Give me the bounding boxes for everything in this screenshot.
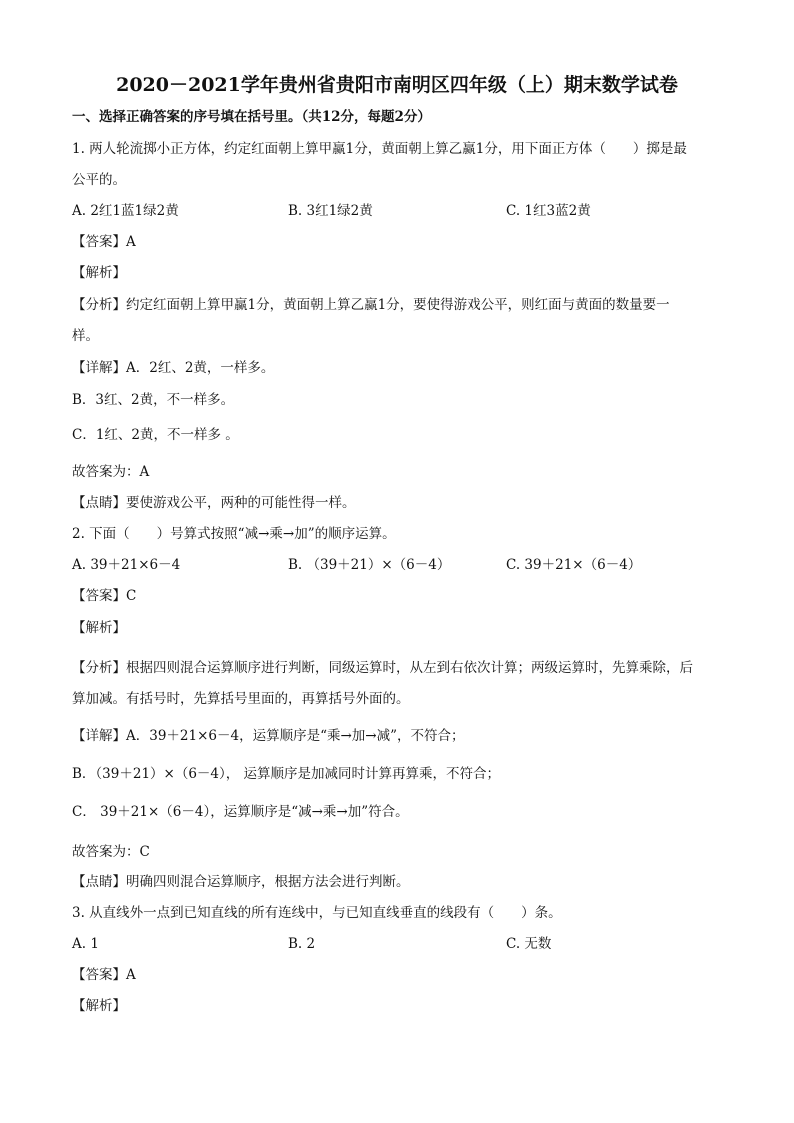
q2-line-b: B．（39＋21）×（6－4）， 运算顺序是加减同时计算再算乘，不符合；: [72, 766, 501, 782]
q1-stem-line2: 公平的。: [72, 172, 126, 188]
q1-answer: 【答案】A: [72, 234, 136, 250]
q2-option-c: C. 39＋21×（6－4）: [506, 557, 642, 573]
q2-analysis-label: 【解析】: [72, 620, 126, 636]
q2-line-c: C． 39＋21×（6－4），运算顺序是“减→乘→加”符合。: [72, 804, 409, 820]
q1-fenxi-line2: 样。: [72, 328, 99, 344]
q1-dianjing: 【点睛】要使游戏公平，两种的可能性得一样。: [72, 495, 356, 511]
q2-xiangjie: 【详解】A．39＋21×6－4，运算顺序是“乘→加→减”，不符合；: [72, 728, 465, 744]
q2-conclusion: 故答案为：C: [72, 844, 150, 860]
section-heading: 一、选择正确答案的序号填在括号里。（共12分，每题2分）: [72, 109, 431, 125]
q1-analysis-label: 【解析】: [72, 265, 126, 281]
q3-option-b: B. 2: [288, 936, 316, 952]
q1-xiangjie: 【详解】A．2红、2黄，一样多。: [72, 360, 275, 376]
q2-option-a: A. 39＋21×6－4: [72, 557, 181, 573]
q1-conclusion: 故答案为：A: [72, 464, 150, 480]
q3-analysis-label: 【解析】: [72, 998, 126, 1014]
q2-option-b: B. （39＋21）×（6－4）: [288, 557, 451, 573]
q1-option-c: C. 1红3蓝2黄: [506, 203, 591, 219]
q3-answer: 【答案】A: [72, 967, 136, 983]
q1-line-c: C．1红、2黄，不一样多 。: [72, 427, 239, 443]
q2-answer: 【答案】C: [72, 588, 137, 604]
q1-stem-line1: 1. 两人轮流掷小正方体，约定红面朝上算甲赢1分，黄面朝上算乙赢1分，用下面正方体（ ）掷是最: [72, 141, 687, 157]
q1-option-b: B. 3红1绿2黄: [288, 203, 373, 219]
q1-line-b: B．3红、2黄，不一样多。: [72, 392, 235, 408]
q1-fenxi-line1: 【分析】约定红面朝上算甲赢1分，黄面朝上算乙赢1分，要使得游戏公平，则红面与黄面的数量要一: [72, 297, 670, 313]
q2-fenxi-line1: 【分析】根据四则混合运算顺序进行判断，同级运算时，从左到右依次计算；两级运算时，先算乘除，后: [72, 660, 693, 676]
q1-option-a: A. 2红1蓝1绿2黄: [72, 203, 179, 219]
page-title: 2020－2021学年贵州省贵阳市南明区四年级（上）期末数学试卷: [116, 74, 678, 96]
q2-dianjing: 【点睛】明确四则混合运算顺序，根据方法会进行判断。: [72, 874, 410, 890]
q2-stem: 2. 下面（ ）号算式按照“减→乘→加”的顺序运算。: [72, 526, 396, 542]
q2-fenxi-line2: 算加减。有括号时，先算括号里面的，再算括号外面的。: [72, 691, 410, 707]
q3-stem: 3. 从直线外一点到已知直线的所有连线中，与已知直线垂直的线段有（ ）条。: [72, 905, 562, 921]
q3-option-a: A. 1: [72, 936, 99, 952]
q3-option-c: C. 无数: [506, 936, 552, 952]
